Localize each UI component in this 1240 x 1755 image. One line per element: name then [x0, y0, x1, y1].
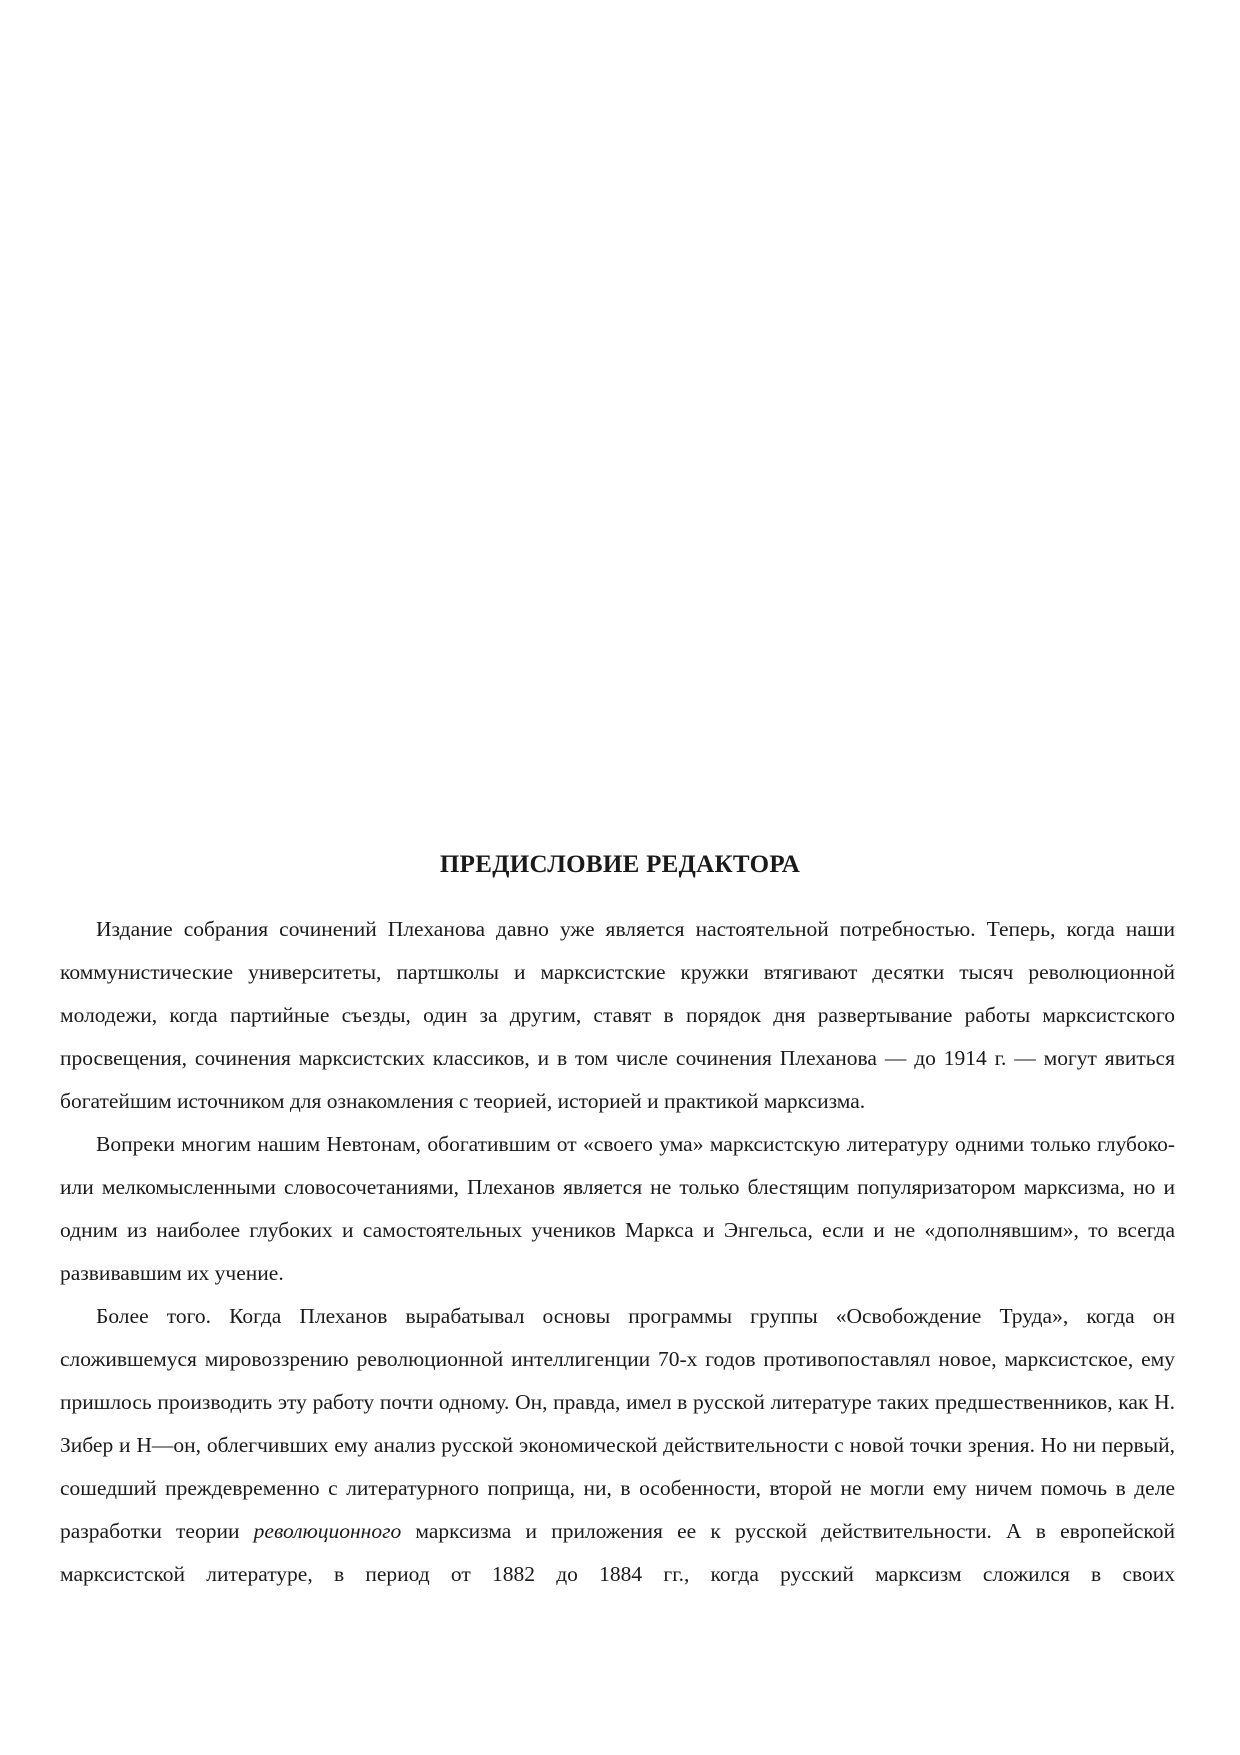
paragraph-3-text-start: Более того. Когда Плеханов вырабатывал основы программы группы «Освобождение Труда», когда он сложившемуся мировоззрению революционной интеллигенции 70-х годов противопоставлял новое, марксистское, ему пришлось производить эту работу почти одному. Он, правда, имел в русской литературе таких предшественников, как Н. Зибер и Н—он, облегчивших ему анализ русской экономической действительности с новой точки зрения. Но ни первый, сошедший преждевременно с литературного поприща, ни, в особенности, второй не могли ему ничем помочь в деле разработки теории — [60, 1304, 1175, 1543]
paragraph-3 — [60, 1295, 1175, 1596]
document-body — [60, 908, 1175, 1596]
paragraph-3-text-end: марксизма и приложения ее к русской действительности. А в европейской марксистской литературе, в период от 1882 до 1884 гг., когда русский марксизм сложился в своих — [60, 1519, 1175, 1586]
paragraph-3-italic-word: революционного — [253, 1519, 402, 1543]
paragraph-2: Вопреки многим нашим Невтонам, обогатившим от «своего ума» марксистскую литературу одними только глубоко- или мелкомысленными словосочетаниями, Плеханов является не только блестящим популяризатором марксизма, но и одним из наиболее глубоких и самостоятельных учеников Маркса и Энгельса, если и не «дополнявшим», то всегда развивавшим их учение. — [60, 1132, 1175, 1285]
page-title: ПРЕДИСЛОВИЕ РЕДАКТОРА — [439, 851, 801, 878]
paragraph-1: Издание собрания сочинений Плеханова давно уже является настоятельной потребностью. Теперь, когда наши коммунистические университеты, партшколы и марксистские кружки втягивают десятки тысяч революционной молодежи, когда партийные съезды, один за другим, ставят в порядок дня развертывание работы марксистского просвещения, сочинения марксистских классиков, и в том числе сочинения Плеханова — до 1914 г. — могут явиться богатейшим источником для ознакомления с теорией, историей и практикой марксизма. — [60, 917, 1175, 1113]
